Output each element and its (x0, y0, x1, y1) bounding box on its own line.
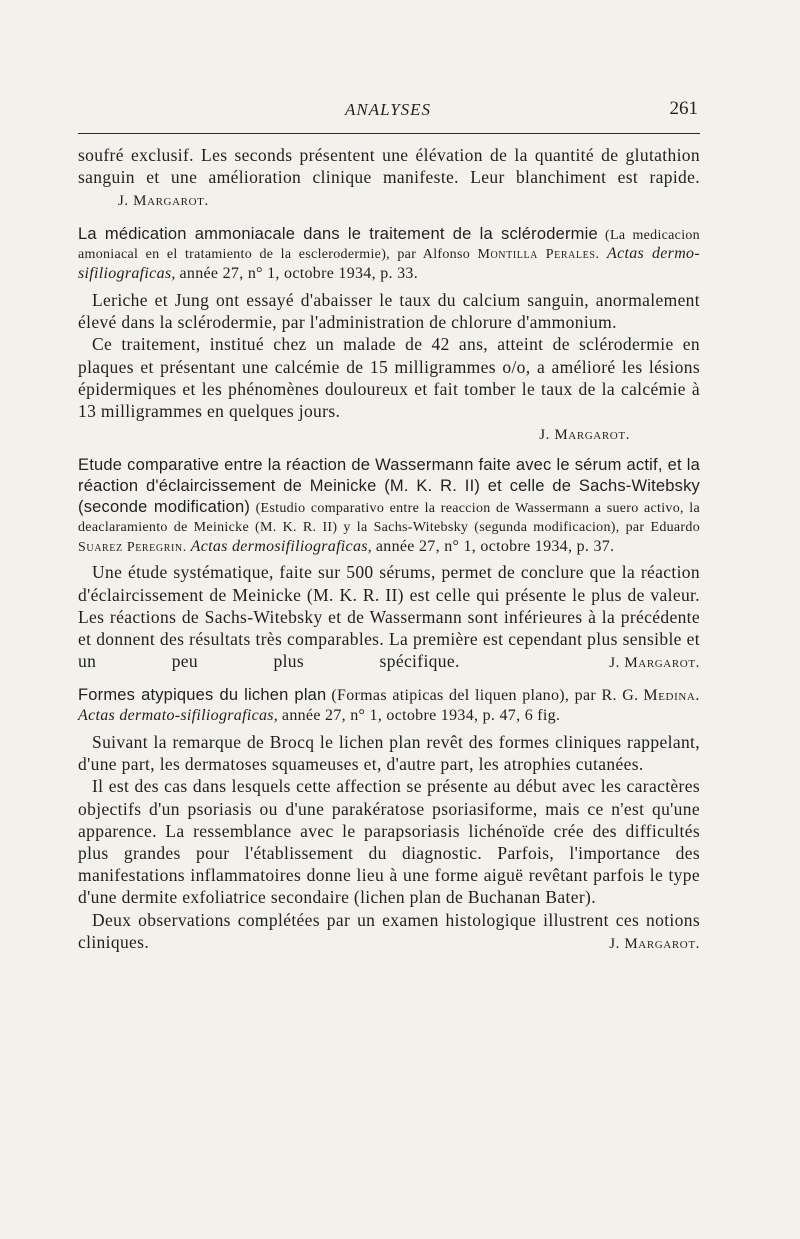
entry-heading (78, 225, 700, 285)
page-number: 261 (669, 98, 698, 119)
entry-reference: (La medicacion amoniacal en el tratamiento de la esclerodermie), par Alfonso (78, 227, 700, 263)
entry-author: Montilla Perales. (477, 247, 600, 263)
entry-issue: année 27, n° 1, octobre 1934, p. 37. (375, 537, 615, 555)
intro-signature: J. Margarot. (118, 193, 209, 210)
running-title: ANALYSES (344, 100, 432, 119)
intro-text: soufré exclusif. Les seconds présentent une élévation de la quantité de glutathion sanguin et une amélioration clinique manifeste. Leur blanchiment est rapide. (78, 145, 700, 188)
entry-reference: (Estudio comparativo entre la reaccion de Wassermann a suero activo, la deaclaramiento de Meinicke (M. K. R. II) y la Sachs-Witebsky (segunda modificacion), par Eduardo (78, 501, 700, 535)
header-rule (78, 133, 700, 134)
entry-author: Suarez Peregrin. (78, 539, 187, 555)
entry-journal: Actas dermato-sifiliograficas, (78, 707, 279, 725)
entry-paragraph: Leriche et Jung ont essayé d'abaisser le taux du calcium sanguin, anormalement élevé dans la sclérodermie, par l'administration de chlorure d'ammonium. (78, 290, 700, 333)
entry-heading (78, 456, 700, 557)
entry-journal: Actas dermo-sifiliograficas, (78, 245, 700, 283)
entry-title: La médication ammoniacale dans le traitement de la sclérodermie (78, 224, 598, 243)
entry-signature: J. Margarot. (609, 655, 700, 672)
entry-paragraph: Il est des cas dans lesquels cette affection se présente au début avec les caractères objectifs d'un psoriasis ou d'une parakératose psoriasiforme, mais ce n'est qu'une apparence. La ressemblance avec le parapsoriasis lichénoïde crée des difficultés plus grandes pour l'établissement du diagnostic. Parfois, l'importance des manifestations inflammatoires donne lieu à une forme aiguë revêtant parfois le type d'une dermite exfoliatrice secondaire (lichen plan de Buchanan Bater). (78, 776, 700, 908)
intro-paragraph (78, 144, 700, 213)
abstract-entry (78, 225, 700, 447)
entry-title: Formes atypiques du lichen plan (78, 686, 327, 705)
page-header (78, 98, 698, 124)
entry-author: Medina. (643, 687, 701, 705)
entry-paragraph (78, 909, 700, 955)
entry-signature-line (78, 422, 700, 446)
entry-issue: année 27, n° 1, octobre 1934, p. 47, 6 fig. (281, 707, 561, 725)
entry-reference: (Formas atipicas del liquen plano), par R. G. (331, 687, 639, 705)
abstract-entry (78, 456, 700, 674)
entry-issue: année 27, n° 1, octobre 1934, p. 33. (179, 265, 418, 283)
entry-paragraph (78, 561, 700, 674)
page-body (78, 144, 700, 955)
entry-signature: J. Margarot. (609, 935, 700, 952)
entry-heading (78, 686, 700, 727)
entry-title: Etude comparative entre la réaction de Wassermann faite avec le sérum actif, et la réaction d'éclaircissement de Meinicke (M. K. R. II) et celle de Sachs-Witebsky (seconde modification) (78, 456, 700, 517)
entry-signature: J. Margarot. (539, 427, 630, 444)
entry-paragraph-text: Deux observations complétées par un examen histologique illustrent ces notions cliniques. (78, 909, 700, 952)
entry-paragraph: Suivant la remarque de Brocq le lichen plan revêt des formes cliniques rappelant, d'une part, les dermatoses squameuses et, d'autre part, les atrophies cutanées. (78, 732, 700, 775)
entry-paragraph: Ce traitement, institué chez un malade de 42 ans, atteint de sclérodermie en plaques et présentant une calcémie de 15 milligrammes o/o, a amélioré les lésions épidermiques et les phénomènes douloureux et fait tomber le taux de la calcémie à 13 milligrammes en quelques jours. (78, 334, 700, 422)
abstract-entry (78, 686, 700, 955)
entry-journal: Actas dermosifiliograficas, (190, 537, 373, 555)
entry-paragraph-text: Une étude systématique, faite sur 500 sérums, permet de conclure que la réaction d'éclaircissement de Meinicke (M. K. R. II) est celle qui présente le plus de valeur. Les réactions de Sachs-Witebsky et de Wassermann sont inférieures à la précédente et donnent des résultats très comparables. La première est cependant plus sensible et un peu plus spécifique. (78, 562, 700, 672)
